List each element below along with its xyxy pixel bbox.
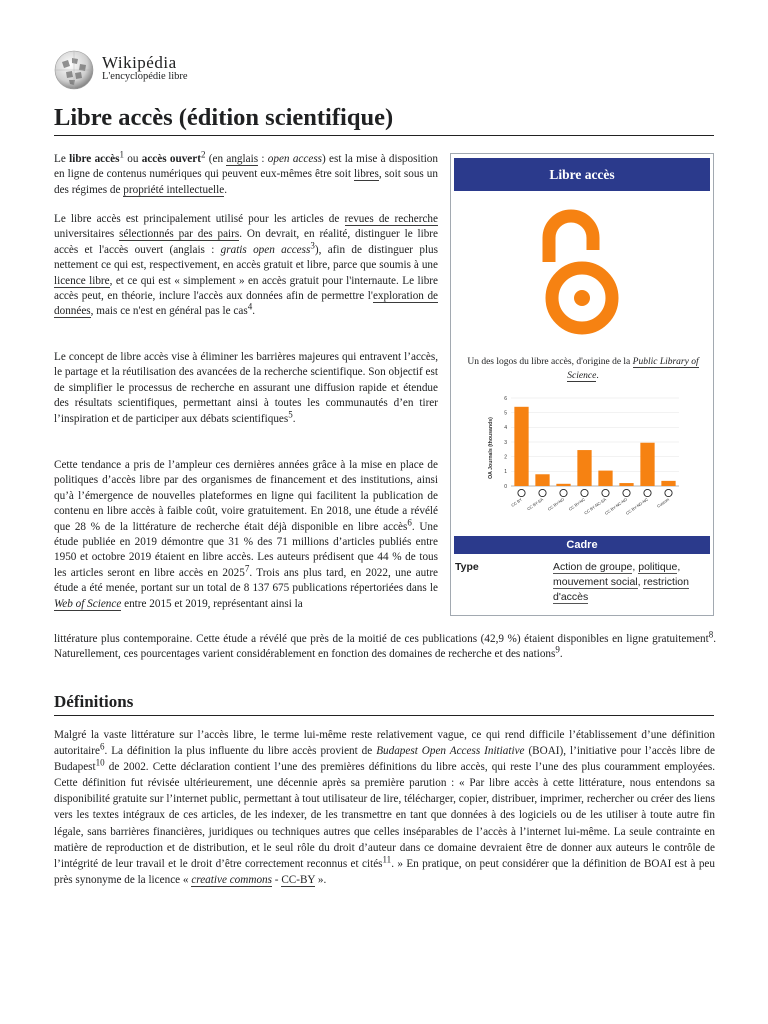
wiki-link[interactable]: anglais xyxy=(226,153,259,165)
footnote-ref[interactable]: 4 xyxy=(247,301,253,312)
cc-license-icon xyxy=(602,489,609,496)
text-run: , et ce qui est « simplement » en accès gratuit pour l'internaute. Le libre accès peut, en théorie, inclure l'accès aux données afin de permettre l' xyxy=(54,274,438,303)
chart-bar xyxy=(535,474,549,486)
text-run: libre accès xyxy=(69,153,120,165)
wiki-link[interactable]: restriction d'accès xyxy=(553,576,689,604)
text-run: Budapest Open Access Initiative xyxy=(376,745,525,758)
chart-bar xyxy=(661,481,675,486)
text-run: (BOAI), l’initiative pour l’accès libre de Budapest xyxy=(54,745,715,774)
text-run: ), afin de distinguer plus nettement ce qui est, respectivement, en accès gratuit et libre, parce que soumis à une xyxy=(54,243,439,272)
text-run: . Naturellement, ces pourcentages varient considérablement en fonction des domaines de recherche et des nations xyxy=(54,633,716,661)
footnote-ref[interactable]: 6 xyxy=(99,741,105,752)
wiki-link[interactable]: exploration de données xyxy=(54,290,439,318)
chart-bar xyxy=(640,443,654,486)
text-run: : xyxy=(258,153,268,165)
chart-bar xyxy=(619,483,633,486)
wiki-link[interactable]: revues de recherche xyxy=(344,213,438,225)
wiki-link[interactable]: Public Library of Science xyxy=(567,357,699,381)
site-wordmark[interactable]: Wikipédia xyxy=(102,53,177,72)
wiki-link[interactable]: sélectionnés par des pairs xyxy=(119,228,240,241)
chart-y-tick-label: 5 xyxy=(504,410,507,417)
footnote-ref[interactable]: 6 xyxy=(407,516,412,527)
wiki-link[interactable]: libres xyxy=(353,168,379,181)
cc-license-icon xyxy=(581,489,588,496)
text-run: , xyxy=(637,576,644,589)
text-run: - xyxy=(271,873,282,886)
intro-paragraph-2 xyxy=(54,212,438,320)
footnote-ref[interactable]: 2 xyxy=(200,149,206,160)
footnote-ref[interactable]: 9 xyxy=(555,644,560,655)
chart-x-tick-label: Custom xyxy=(655,496,671,509)
text-run: Le xyxy=(54,153,70,165)
cc-license-icon xyxy=(539,489,546,496)
chart-x-tick-label: CC BY-NC-SA xyxy=(583,496,608,516)
text-run: (en xyxy=(205,153,227,165)
chart-bar xyxy=(556,484,570,486)
chart-x-tick-label: CC BY-NC-ND xyxy=(603,496,629,516)
text-run: gratis open access xyxy=(220,243,311,256)
chart-x-tick-label: CC BY-ND-NC xyxy=(624,496,650,516)
footnote-ref[interactable]: 7 xyxy=(244,563,250,574)
chart-x-tick-label: CC BY xyxy=(510,496,524,508)
chart-y-tick-label: 4 xyxy=(504,425,507,432)
infobox-type-value xyxy=(553,560,711,606)
wiki-link[interactable]: politique xyxy=(638,561,678,573)
text-run: . La définition la plus influente du libre accès provient de xyxy=(104,745,377,758)
text-run: , xyxy=(677,561,681,573)
text-run: . xyxy=(252,305,255,318)
section-heading-definitions: Définitions xyxy=(54,692,714,716)
text-run: ou xyxy=(123,153,142,165)
text-run: . Trois ans plus tard, en 2022, une autre étude a été menée, portant sur un total de 8 137 675 publications répertoriées dans le xyxy=(54,566,439,595)
text-run: Le libre accès est principalement utilisé pour les articles de xyxy=(54,213,345,225)
chart-y-tick-label: 1 xyxy=(504,469,507,476)
text-run: . Une étude publiée en 2019 démontre que 31 % des 71 millions d’articles publiés entre 1950 et octobre 2019 étaient en libre accès. Les auteurs prédisent que 44 % de tous les articles seront en libre accès en 2025 xyxy=(54,520,438,579)
footnote-ref[interactable]: 8 xyxy=(708,629,714,640)
text-run: Malgré la vaste littérature sur l’accès libre, le terme lui-même reste relativement vague, ce qui rend difficile l’établissement d’une définition autoritaire xyxy=(54,729,715,758)
text-run: open access xyxy=(267,153,323,165)
infobox xyxy=(450,153,714,616)
text-run: , soit sous un des régimes de xyxy=(54,168,438,196)
text-run: . xyxy=(292,412,296,425)
intro-paragraph-3 xyxy=(54,350,438,427)
chart-x-tick-label: CC BY-SA xyxy=(526,496,545,512)
chart-x-tick-label: CC BY-ND xyxy=(546,496,566,512)
wiki-link[interactable]: Action de groupe xyxy=(553,561,633,573)
infobox-type-label: Type xyxy=(455,561,479,573)
site-tagline: L'encyclopédie libre xyxy=(102,71,188,82)
chart-bar xyxy=(598,471,612,486)
text-run: accès ouvert xyxy=(141,153,201,165)
cc-license-icon xyxy=(518,489,525,496)
text-run: ) est la mise à disposition en ligne de contenus numériques qui peuvent eux-mêmes être soit xyxy=(54,153,438,181)
text-run: littérature plus contemporaine. Cette étude a révélé que près de la moitié de ces publications (42,9 %) étaient disponibles en ligne gratuitement xyxy=(54,633,709,645)
chart-bar xyxy=(577,450,591,486)
oa-licenses-bar-chart xyxy=(483,390,683,532)
cc-license-icon xyxy=(665,489,672,496)
infobox-caption xyxy=(455,356,711,383)
text-run: Cette tendance a pris de l’ampleur ces dernières années grâce à la mise en place de politiques d’accès libre par des organismes de financement et des institutions, ainsi qu’à l’émergence de nouvelles plateformes en ligne qui facilitent la publication de contenu en libre accès à faible coût, voire gratuitement. En 2018, une étude a révélé que 28 % de la littérature de recherche était déjà disponible en libre accès xyxy=(54,459,438,533)
chart-y-tick-label: 0 xyxy=(504,483,507,490)
text-run: Un des logos du libre accès, d'origine de la xyxy=(467,357,633,367)
footnote-ref[interactable]: 11 xyxy=(382,854,392,865)
chart-y-axis-label: OA Journals (thousands) xyxy=(488,417,494,479)
text-run: de 2002. Cette déclaration contient l’une des premières définitions du libre accès, qui reste l’une des plus couramment employées. Cette définition fut révisée ultérieurement, une décennie après sa première parution : « Par libre accès à cette littérature, nous entendons sa disponibilité gratuite sur l’internet public, permettant à tout utilisateur de lire, télécharger, copier, distribuer, imprimer, rechercher ou créer des liens vers les textes intégraux de ces articles, de les indexer, de les transmettre en tant que données à des logiciels ou de les utiliser à toute autre fin légale, sans barrières financières, juridiques ou techniques autres que celles inséparables de l’accès à l’internet lui-même. La seule contrainte en matière de reproduction et de distribution, et le seul rôle du droit d’auteur dans ce domaine devraient être de donner aux auteurs le contrôle de l’intégrité de leur travail et le droit d’être correctement reconnus et cités xyxy=(54,761,715,870)
footnote-ref[interactable]: 1 xyxy=(119,149,124,160)
text-run: , xyxy=(632,561,639,573)
chart-y-tick-label: 2 xyxy=(504,454,507,461)
text-run: . xyxy=(559,648,563,661)
intro-paragraph-4-continued xyxy=(54,629,716,663)
text-run: . xyxy=(596,370,599,381)
text-run: universitaires xyxy=(54,228,120,241)
text-run: ». xyxy=(315,873,327,886)
page-title: Libre accès (édition scientifique) xyxy=(54,104,714,136)
footnote-ref[interactable]: 3 xyxy=(310,240,315,251)
text-run: . » En pratique, on peut considérer que la définition de BOAI est à peu près synonyme de la licence « xyxy=(54,857,715,886)
chart-y-tick-label: 3 xyxy=(504,439,507,446)
wiki-link[interactable]: creative commons xyxy=(191,873,272,886)
text-run: entre 2015 et 2019, représentant ainsi la xyxy=(121,597,303,610)
open-access-lock-icon[interactable] xyxy=(531,200,633,344)
intro-paragraph-1 xyxy=(54,149,438,198)
text-run: , mais ce n'est en général pas le cas xyxy=(90,305,248,318)
cc-license-icon xyxy=(644,489,651,496)
text-run: Le concept de libre accès vise à éliminer les barrières majeures qui entravent l’accès, le partage et la réutilisation des avancées de la recherche scientifique. Son objectif est de simplifier le processus de recherche en assurant une diffusion rapide et étendue des résultats scientifiques, permettant ainsi à toutes les communautés d’en tirer l’inspiration et de participer aux débats scientifiques xyxy=(54,351,438,425)
wiki-link[interactable]: propriété intellectuelle xyxy=(123,183,225,196)
text-run: . On devrait, en réalité, distinguer le libre accès et l'accès ouvert (anglais : xyxy=(54,228,439,256)
infobox-title: Libre accès xyxy=(454,158,710,191)
wiki-link[interactable]: Web of Science xyxy=(54,597,122,610)
footnote-ref[interactable]: 5 xyxy=(288,408,293,419)
chart-y-tick-label: 6 xyxy=(504,395,507,402)
wiki-link[interactable]: mouvement social xyxy=(553,576,638,589)
cc-license-icon xyxy=(623,489,630,496)
wiki-link[interactable]: licence libre xyxy=(54,274,110,287)
wikipedia-globe-icon[interactable] xyxy=(54,50,94,90)
chart-x-tick-label: CC BY-NC xyxy=(567,496,587,512)
wiki-link[interactable]: CC-BY xyxy=(281,873,316,886)
definitions-paragraph-1 xyxy=(54,727,715,888)
cc-license-icon xyxy=(560,489,567,496)
intro-paragraph-4 xyxy=(54,458,438,612)
text-run: . xyxy=(224,183,228,196)
chart-bar xyxy=(514,407,528,486)
footnote-ref[interactable]: 10 xyxy=(95,757,105,768)
infobox-section-header: Cadre xyxy=(454,536,710,554)
